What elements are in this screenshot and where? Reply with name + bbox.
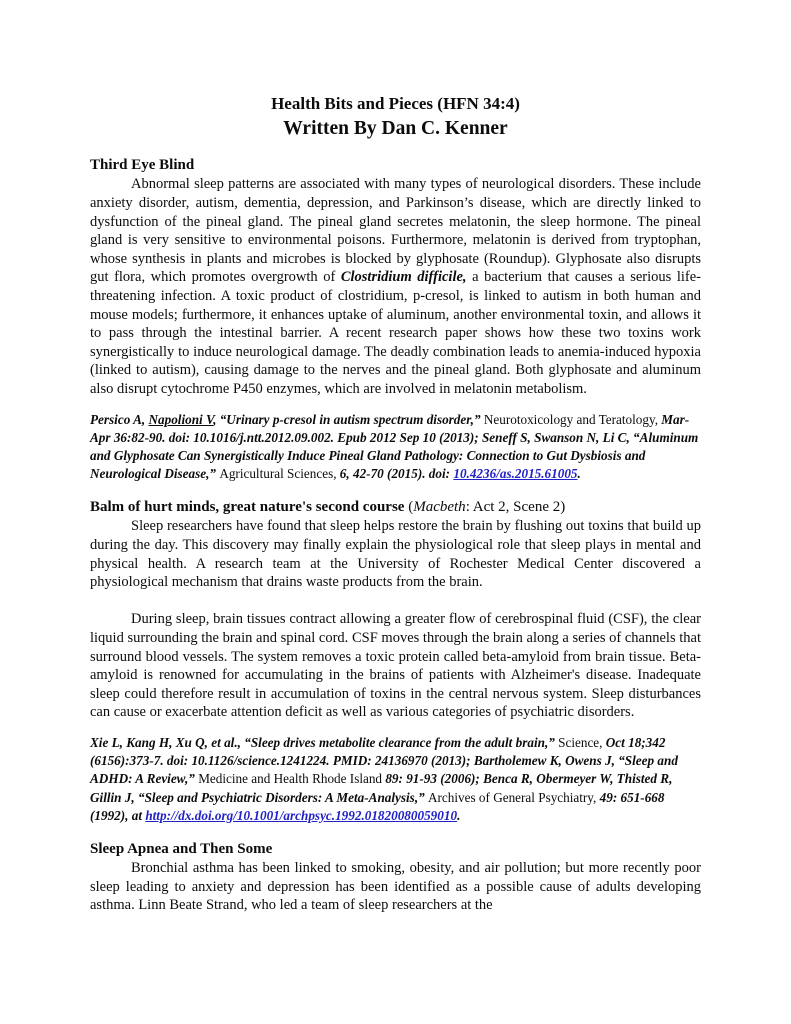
text-run: Sleep researchers have found that sleep helps restore the brain by flushing out toxins that build up during the day. This discovery may finally explain the physiological role that sleep plays in mental and physical health. A research team at the University of Rochester Medical Center discovered a physiological mechanism that drains waste products from the brain. (90, 518, 701, 591)
text-run: . (577, 466, 581, 482)
text-run: Macbeth (413, 499, 466, 516)
section-heading (90, 156, 701, 175)
text-run: Science, (558, 734, 606, 750)
text-run: Abnormal sleep patterns are associated with many types of neurological disorders. These include anxiety disorder, autism, dementia, depression, and Parkinson’s disease, which are directly linked to dysfunction of the pineal gland. The pineal gland secretes melatonin, the sleep hormone. The pineal gland is very sensitive to environmental poisons. Furthermore, melatonin is derived from tryptophan, whose synthesis in plants and microbes is blocked by glyphosate (Roundup). Glyphosate also disrupts gut flora, which promotes overgrowth of (90, 176, 701, 286)
text-run: . (457, 807, 461, 823)
text-run: 6, 42-70 (2015). doi: (339, 466, 454, 482)
text-run: Balm of hurt minds, great nature's second course (90, 499, 409, 516)
text-run: Medicine and Health Rhode Island (198, 771, 386, 787)
text-run: Agricultural Sciences, (219, 466, 340, 482)
text-run: During sleep, brain tissues contract allowing a greater flow of cerebrospinal fluid (CSF), the clear liquid surrounding the brain and spinal cord. CSF moves through the brain along a series of channels that surround blood vessels. The system removes a toxic protein called beta-amyloid from brain tissue. Beta-amyloid is renowned for accumulating in the brains of patients with Alzheimer's disease. Inadequate sleep could therefore result in accumulation of toxins in the central nervous system. Sleep disturbances can cause or exacerbate attention deficit as well as various categories of psychiatric disorders. (90, 611, 701, 721)
section-third-eye-blind (90, 156, 701, 483)
paragraph (90, 175, 701, 398)
text-run: Napolioni V (148, 411, 214, 427)
text-run: ( (408, 499, 414, 516)
text-run: Third Eye Blind (90, 157, 195, 174)
text-run: Bronchial asthma has been linked to smoking, obesity, and air pollution; but more recently poor sleep leading to anxiety and depression has been identified as a possible cause of adults developing asthma. Linn Beate Strand, who led a team of sleep researchers at the (90, 859, 701, 914)
text-run: 89: 91-93 (2006); Benca R, Obermeyer W, Thisted R, Gillin J, “Sleep and Psychiatric Disorders: A Meta-Analysis,” (90, 771, 673, 805)
citation (90, 734, 701, 825)
text-run: Archives of General Psychiatry, (428, 789, 600, 805)
text-run: Persico A, (90, 411, 149, 427)
text-run: a bacterium that causes a serious life-threatening infection. A toxic product of clostridium, p-cresol, is linked to autism in both human and mouse models; furthermore, it enhances uptake of aluminum, another environmental toxin, and allows it to pass through the intestinal barrier. A recent research paper shows how these two toxins work synergistically to induce neurological damage. The deadly combination leads to anemia-induced hypoxia (linked to autism), causing damage to the nerves and the pineal gland. Both glyphosate and aluminum also disrupt cytochrome P450 enzymes, which are involved in melatonin metabolism. (90, 269, 701, 397)
citation (90, 411, 701, 484)
section-balm-of-hurt-minds (90, 498, 701, 825)
paragraph (90, 859, 701, 915)
text-run: Xie L, Kang H, Xu Q, et al., “Sleep drives metabolite clearance from the adult brain,” (90, 734, 559, 750)
paragraph (90, 610, 701, 722)
page-title: Health Bits and Pieces (HFN 34:4) (271, 94, 520, 113)
text-run: , “Urinary p-cresol in autism spectrum disorder,” (213, 411, 484, 427)
text-run: Clostridium difficile, (340, 269, 467, 286)
page-author: Written By Dan C. Kenner (283, 118, 508, 140)
section-sleep-apnea (90, 840, 701, 915)
doi-link[interactable]: 10.4236/as.2015.61005 (453, 466, 578, 482)
doi-link[interactable]: http://dx.doi.org/10.1001/archpsyc.1992.01820080059010 (145, 807, 458, 823)
text-run: Mar-Apr 36:82-90. doi: 10.1016/j.ntt.2012.09.002. Epub 2012 Sep 10 (2013); Seneff S, Swanson N, Li C, “Aluminum and Glyphosate Can Synergistically Induce Pineal Gland Pathology: Connection to Gut Dysbiosis and Neurological Disease,” (90, 411, 699, 482)
section-heading (90, 840, 701, 859)
text-run: Neurotoxicology and Teratology, (483, 411, 662, 427)
text-run: Oct 18;342 (6156):373-7. doi: 10.1126/science.1241224. PMID: 24136970 (2013); Bartholemew K, Owens J, “Sleep and ADHD: A Review,” (90, 734, 678, 787)
text-run: 49: 651-668 (1992), at (90, 789, 665, 823)
paragraph (90, 517, 701, 591)
section-heading (90, 498, 701, 517)
text-run: : Act 2, Scene 2) (465, 499, 566, 516)
text-run: Sleep Apnea and Then Some (90, 840, 273, 857)
